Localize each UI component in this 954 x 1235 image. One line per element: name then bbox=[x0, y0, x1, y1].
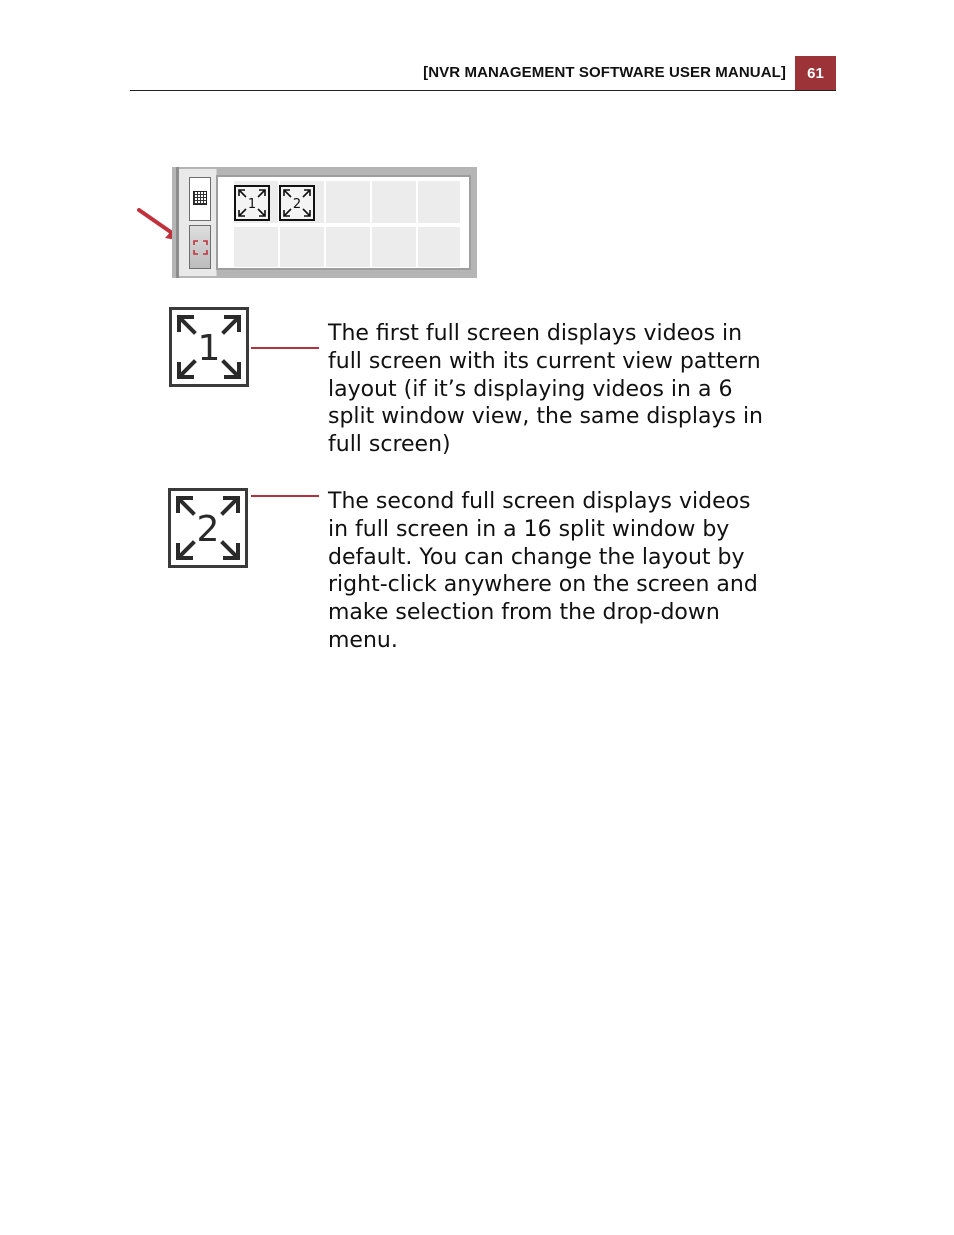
fullscreen-icon bbox=[193, 240, 208, 255]
fullscreen-2-icon bbox=[171, 491, 245, 565]
desc-line: full screen with its current view pattern bbox=[328, 348, 761, 374]
fullscreen-1-large-icon-box bbox=[169, 307, 249, 387]
leader-line-2 bbox=[251, 495, 319, 497]
desc-line: menu. bbox=[328, 627, 398, 653]
page-header bbox=[130, 56, 836, 91]
fullscreen-1-icon bbox=[236, 187, 268, 219]
fullscreen-1-button[interactable] bbox=[234, 185, 270, 221]
fullscreen-option-area bbox=[216, 175, 471, 270]
grid-layout-icon bbox=[193, 191, 207, 205]
fullscreen-button[interactable] bbox=[189, 225, 211, 269]
desc-line: layout (if it’s displaying videos in a 6 bbox=[328, 376, 733, 402]
desc-line: default. You can change the layout by bbox=[328, 544, 745, 570]
fullscreen-2-large-icon-box bbox=[168, 488, 248, 568]
view-toolbar-screenshot bbox=[172, 167, 477, 278]
desc-line: make selection from the drop-down bbox=[328, 600, 720, 626]
fullscreen-1-large-label: 1 bbox=[197, 328, 221, 369]
side-toolbar bbox=[179, 169, 217, 276]
fullscreen-2-button[interactable] bbox=[279, 185, 315, 221]
fullscreen-2-large-label: 2 bbox=[196, 509, 220, 550]
desc-line: split window view, the same displays in bbox=[328, 404, 764, 430]
fullscreen-1-label: 1 bbox=[247, 197, 257, 212]
page-number: 61 bbox=[795, 56, 836, 90]
desc-line: The first full screen displays videos in bbox=[328, 321, 743, 346]
desc-line: The second full screen displays videos bbox=[328, 489, 751, 514]
desc-line: full screen) bbox=[328, 432, 451, 458]
fullscreen-2-label: 2 bbox=[292, 197, 302, 212]
leader-line-1 bbox=[251, 347, 319, 349]
fullscreen-2-description bbox=[328, 488, 798, 655]
fullscreen-1-icon bbox=[172, 310, 246, 384]
fullscreen-1-description bbox=[328, 320, 798, 459]
manual-title: [NVR MANAGEMENT SOFTWARE USER MANUAL] bbox=[423, 64, 786, 81]
grid-layout-button[interactable] bbox=[189, 177, 211, 221]
desc-line: right-click anywhere on the screen and bbox=[328, 572, 758, 598]
desc-line: in full screen in a 16 split window by bbox=[328, 516, 730, 542]
fullscreen-2-icon bbox=[281, 187, 313, 219]
